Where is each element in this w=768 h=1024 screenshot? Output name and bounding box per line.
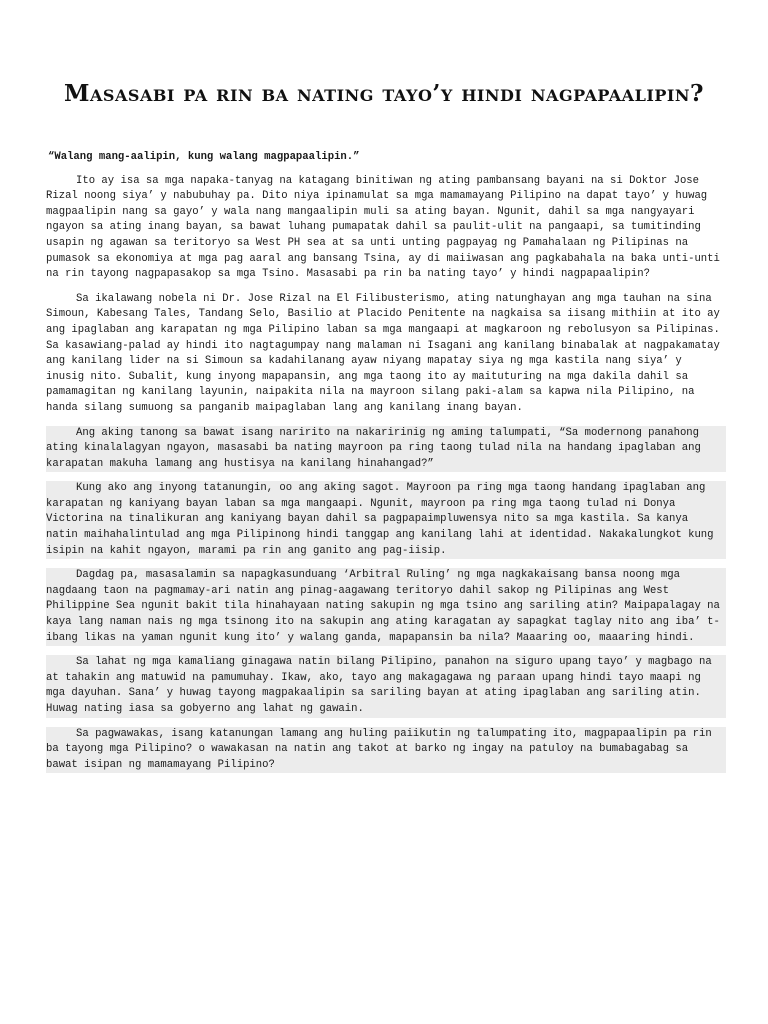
paragraph-2: Sa ikalawang nobela ni Dr. Jose Rizal na El Filibusterismo, ating natunghayan ang mga tauhan na sina Simoun, Kabesang Tales, Tandang Selo, Basilio at Placido Penitente na nagkaisa sa iisang mithiin at ito ay ang ipaglaban ang karapatan ng mga Pilipino laban sa mga mangaapi at magkaroon ng rebolusyon sa Pilipinas. Sa kasawiang-palad ay hindi ito nagtagumpay nang malaman ni Isagani ang kanilang binabalak at nagpakamatay ang kanilang lider na si Simoun sa kadahilanang ayaw niyang mapatay siya ng mga kastila nang siya’ y inusig nito. Subalit, kung inyong mapapansin, ang mga taong ito ay maituturing na mga dakila dahil sa pamamagitan ng kanilang layunin, naipakita nila na mayroon silang paki-alam sa kapwa nila Pilipino, na handa silang sumuong sa panganib maipaglaban lang ang kanilang inang bayan. (46, 292, 720, 414)
opening-quote: “Walang mang-aalipin, kung walang magpapaalipin.” (48, 151, 360, 163)
paragraph-5: Dagdag pa, masasalamin sa napagkasunduang ‘Arbitral Ruling’ ng mga nagkakaisang bansa noong mga nagdaang taon na pagmamay-ari natin ang pinag-aagawang teritoryo dahil sakop ng Pilipinas ang West Philippine Sea ngunit bakit tila hinahayaan nating sakupin ng mga tsino ang sariling atin? Maipapalagay na kaya lang naman nais ng mga tsinong ito na sakupin ang ating karagatan ay sapagkat taglay nito ang iba’ t-ibang likas na yaman ngunit kung ito’ y walang ganda, mapapansin ba nila? Maaaring oo, maaaring hindi. (46, 568, 726, 646)
paragraph-7: Sa pagwawakas, isang katanungan lamang ang huling paiikutin ng talumpating ito, magpapaalipin pa rin ba tayong mga Pilipino? o wawakasan na natin ang takot at barko ng ingay na patuloy na bumabagabag sa bawat isipan ng mamamayang Pilipino? (46, 727, 726, 774)
document-body (46, 150, 726, 782)
paragraph-4: Kung ako ang inyong tatanungin, oo ang aking sagot. Mayroon pa ring mga taong handang ipaglaban ang karapatan ng kaniyang bayan laban sa mga mangaapi. Ngunit, mayroon pa ring mga taong tulad ni Donya Victorina na tinalikuran ang kaniyang bayan dahil sa pagpapaimpluwensya nito sa mga kastila. Sa kanya natin maihahalintulad ang mga Pilipinong hindi tanggap ang kanilang lahi at identidad. Nakakalungkot kung isipin na kahit ngayon, marami pa rin ang ganito ang pag-iisip. (46, 481, 726, 559)
paragraph-6: Sa lahat ng mga kamaliang ginagawa natin bilang Pilipino, panahon na siguro upang tayo’ y magbago na at tahakin ang matuwid na pamumuhay. Ikaw, ako, tayo ang makagagawa ng paraan upang hindi tayo maapi ng mga dayuhan. Sana’ y huwag tayong magpakaalipin sa sariling bayan at ating ipaglaban ang sariling atin. Huwag nating iasa sa gobyerno ang lahat ng gawain. (46, 655, 726, 717)
paragraph-1: Ito ay isa sa mga napaka-tanyag na katagang binitiwan ng ating pambansang bayani na si Doktor Jose Rizal noong siya’ y nabubuhay pa. Dito niya ipinamulat sa mga mamamayang Pilipino na dapat tayo’ y huwag magpaalipin nang sa gayo’ y wala nang mangaalipin muli sa ating bayan. Ngunit, dahil sa mga nangyayari ngayon sa ating inang bayan, sa bawat luhang pumapatak dahil sa paulit-ulit na pangaapi, sa tumitinding usapin ng agawan sa teritoryo sa West PH sea at sa unti unting pagpayag ng Pamahalaan ng Pilipinas na pumasok sa ekonomiya at mga pag aaral ang bansang Tsina, ay di maiiwasan ang pagkabahala na baka unti-unti na rin tayong nagpapasakop sa mga Tsino. Masasabi pa rin ba nating tayo’ y hindi nagpapaalipin? (46, 174, 720, 281)
paragraph-3: Ang aking tanong sa bawat isang naririto na nakaririnig ng aming talumpati, “Sa modernong panahong ating kinalalagyan ngayon, masasabi ba nating mayroon pa ring taong tulad nila na handang ipaglaban ang karapatan makuha lamang ang hustisya na kanilang hinahangad?” (46, 426, 726, 473)
document-title: Masasabi pa rin ba nating tayo’y hindi nagpapaalipin? (64, 80, 704, 107)
